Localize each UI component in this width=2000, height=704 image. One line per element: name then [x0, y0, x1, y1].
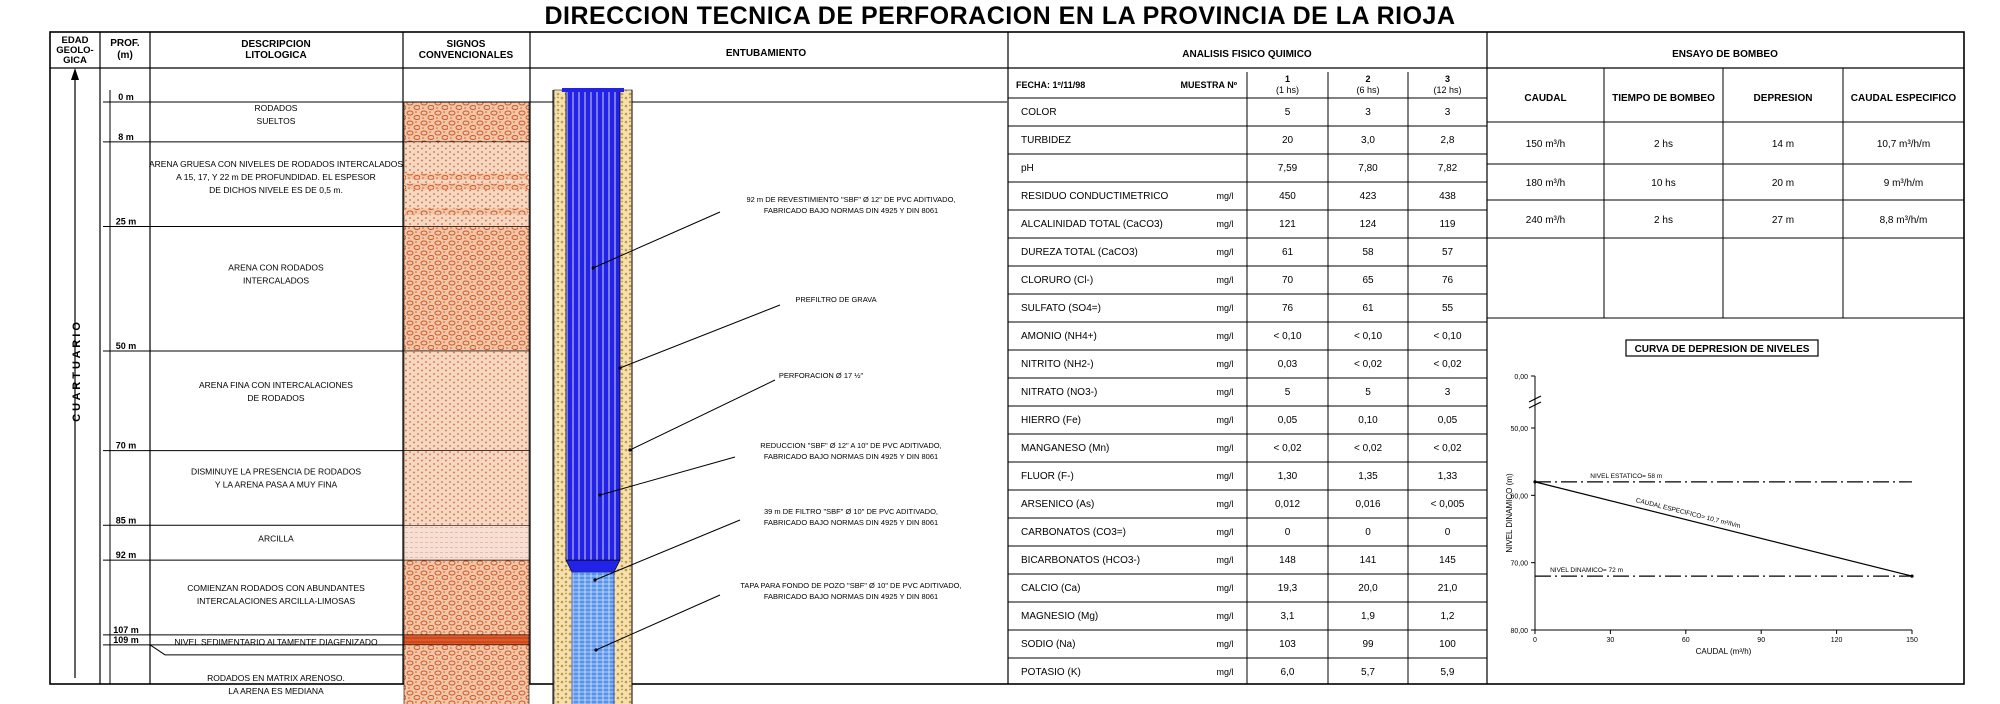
analysis-parameter: NITRITO (NH2-) — [1021, 359, 1094, 370]
analysis-value: 7,80 — [1358, 163, 1378, 174]
analysis-parameter: RESIDUO CONDUCTIMETRICO — [1021, 191, 1169, 202]
analysis-value: 20,0 — [1358, 583, 1378, 594]
casing-note: TAPA PARA FONDO DE POZO "SBF" Ø 10" DE PVC ADITIVADO, — [740, 581, 962, 590]
casing-note: FABRICADO BAJO NORMAS DIN 4925 Y DIN 8061 — [763, 592, 939, 601]
casing-top-icon — [562, 88, 624, 92]
lithology-description: RODADOS EN MATRIX ARENOSO. — [207, 672, 345, 683]
chart-series-label: NIVEL DINAMICO= 72 m — [1550, 567, 1623, 575]
analysis-value: 450 — [1279, 191, 1296, 202]
analysis-parameter: TURBIDEZ — [1021, 135, 1071, 146]
analysis-fecha: FECHA: 1º/11/98 — [1016, 80, 1086, 90]
lithology-description: Y LA ARENA PASA A MUY FINA — [214, 479, 338, 490]
analysis-muestra: MUESTRA Nº — [1180, 80, 1237, 90]
depth-label: 0 m — [118, 92, 134, 102]
pump-value: 10 hs — [1651, 178, 1676, 189]
lithology-symbol-layer — [404, 645, 529, 704]
lithology-symbol-layer — [404, 227, 529, 352]
lithology-description: DISMINUYE LA PRESENCIA DE RODADOS — [190, 466, 362, 477]
pump-value: 180 m³/h — [1525, 178, 1566, 189]
lithology-description: A 15, 17, Y 22 m DE PROFUNDIDAD. EL ESPESOR — [176, 171, 376, 182]
leader-dot-icon — [598, 493, 601, 496]
analysis-unit: mg/l — [1216, 247, 1234, 257]
depth-label: 107 m — [113, 624, 139, 635]
casing-note: PERFORACION Ø 17 ½" — [778, 371, 864, 380]
depth-label: 50 m — [115, 341, 137, 351]
pump-value: 2 hs — [1654, 139, 1673, 150]
header-edad: GEOLO- — [56, 45, 94, 56]
analysis-value: 103 — [1279, 639, 1296, 650]
pump-value: 8,8 m³/h/m — [1879, 215, 1928, 226]
analysis-value: 0,016 — [1355, 499, 1381, 510]
analysis-value: 0,012 — [1274, 499, 1301, 510]
analysis-value: 76 — [1281, 303, 1294, 314]
analysis-parameter: MANGANESO (Mn) — [1021, 443, 1110, 454]
analysis-unit: mg/l — [1216, 415, 1234, 425]
analysis-value: < 0,02 — [1433, 359, 1462, 370]
analysis-parameter: ALCALINIDAD TOTAL (CaCO3) — [1021, 219, 1163, 230]
gravel-intercalation — [404, 209, 529, 215]
analysis-parameter: FLUOR (F-) — [1021, 471, 1074, 482]
leader-dot-icon — [618, 366, 621, 369]
analysis-parameter: COLOR — [1021, 107, 1057, 118]
header-signos: CONVENCIONALES — [418, 50, 514, 61]
lithology-description: SUELTOS — [256, 116, 296, 126]
analysis-value: 0 — [1284, 527, 1291, 538]
analysis-value: 3 — [1444, 107, 1451, 118]
chart-series-label: CAUDAL ESPECIFICO= 10,7 m³/h/m — [1635, 497, 1742, 531]
page-title: DIRECCION TECNICA DE PERFORACION EN LA PROVINCIA DE LA RIOJA — [544, 2, 1456, 30]
analysis-unit: mg/l — [1216, 583, 1234, 593]
depth-label: 92 m — [115, 550, 137, 561]
chart-x-tick-label: 150 — [1906, 637, 1918, 644]
analysis-parameter: BICARBONATOS (HCO3-) — [1021, 555, 1141, 566]
analysis-parameter: SULFATO (SO4=) — [1021, 303, 1101, 314]
analysis-value: 1,33 — [1437, 471, 1458, 482]
analysis-value: 1,30 — [1277, 471, 1298, 482]
chart-y-tick-label: 0,00 — [1514, 374, 1528, 381]
casing-note: REDUCCION "SBF" Ø 12" A 10" DE PVC ADITIVADO, — [760, 441, 942, 450]
analysis-unit: mg/l — [1216, 219, 1234, 229]
depth-label: 8 m — [118, 131, 134, 142]
analysis-value: 19,3 — [1277, 583, 1298, 594]
analysis-value: 1,9 — [1361, 611, 1375, 622]
lithology-description: ARENA GRUESA CON NIVELES DE RODADOS INTERCALADOS — [148, 158, 404, 169]
analysis-value: < 0,02 — [1353, 443, 1383, 454]
depth-label: 85 m — [115, 515, 137, 526]
reduction-fitting — [566, 560, 620, 572]
pump-value: 10,7 m³/h/m — [1876, 139, 1931, 150]
pump-value: 240 m³/h — [1525, 215, 1566, 226]
analysis-value: 3 — [1444, 387, 1451, 398]
analysis-value: 100 — [1439, 639, 1456, 650]
analysis-value: 5,7 — [1361, 667, 1375, 678]
lithology-description: ARENA FINA CON INTERCALACIONES — [199, 380, 353, 390]
header-prof: (m) — [117, 50, 133, 61]
analysis-unit: mg/l — [1216, 359, 1234, 369]
analysis-parameter: pH — [1021, 163, 1034, 174]
analysis-value: < 0,10 — [1353, 331, 1383, 342]
analysis-value: 57 — [1441, 247, 1454, 258]
leader-line — [630, 380, 775, 450]
analysis-value: 1,35 — [1358, 471, 1378, 482]
sample-time: (1 hs) — [1275, 85, 1300, 95]
edad-period-label: C U A R T U A R I O — [71, 322, 83, 422]
analysis-parameter: HIERRO (Fe) — [1021, 415, 1081, 426]
analysis-unit: mg/l — [1216, 639, 1234, 649]
casing-pipe — [566, 90, 620, 560]
sample-number: 2 — [1365, 74, 1371, 84]
depth-label: 25 m — [115, 216, 137, 227]
analysis-parameter: CARBONATOS (CO3=) — [1021, 527, 1126, 538]
lithology-symbol-layer — [404, 635, 529, 645]
analysis-unit: mg/l — [1216, 303, 1234, 313]
analysis-parameter: ARSENICO (As) — [1021, 499, 1095, 510]
chart-y-label: NIVEL DINAMICO (m) — [1505, 473, 1514, 553]
lithology-symbol-layer — [404, 525, 529, 560]
pump-value: 9 m³/h/m — [1883, 178, 1924, 189]
analysis-value: 438 — [1439, 191, 1456, 202]
lithology-description: ARCILLA — [258, 533, 294, 544]
analysis-parameter: CLORURO (Cl-) — [1021, 275, 1094, 286]
pump-header: CAUDAL ESPECIFICO — [1850, 93, 1957, 104]
analysis-unit: mg/l — [1216, 275, 1234, 285]
analysis-value: 76 — [1441, 275, 1454, 286]
casing-note: 39 m DE FILTRO "SBF" Ø 10" DE PVC ADITIVADO, — [764, 507, 938, 516]
header-analisis: ANALISIS FISICO QUIMICO — [1182, 49, 1312, 60]
analysis-value: 0 — [1444, 527, 1451, 538]
analysis-parameter: AMONIO (NH4+) — [1021, 331, 1097, 342]
analysis-value: 141 — [1359, 555, 1377, 566]
casing-note: PREFILTRO DE GRAVA — [795, 295, 877, 304]
analysis-value: 119 — [1439, 219, 1456, 230]
analysis-parameter: MAGNESIO (Mg) — [1021, 611, 1099, 622]
analysis-value: 3 — [1365, 107, 1371, 118]
lithology-description: INTERCALACIONES ARCILLA-LIMOSAS — [196, 596, 356, 607]
analysis-value: 6,0 — [1280, 667, 1295, 678]
chart-x-tick-label: 120 — [1830, 637, 1843, 644]
sample-time: (6 hs) — [1356, 85, 1380, 95]
chart-x-tick-label: 90 — [1757, 637, 1766, 644]
analysis-value: 3,0 — [1361, 135, 1375, 146]
pump-value: 20 m — [1771, 178, 1795, 189]
pump-header: DEPRESION — [1753, 93, 1813, 104]
lithology-description: INTERCALADOS — [242, 275, 310, 286]
analysis-unit: mg/l — [1216, 331, 1234, 341]
casing-note: 92 m DE REVESTIMIENTO "SBF" Ø 12" DE PVC ADITIVADO, — [746, 195, 956, 204]
lithology-symbol-layer — [404, 351, 529, 451]
analysis-value: 5 — [1284, 387, 1291, 398]
header-ensayo: ENSAYO DE BOMBEO — [1672, 49, 1778, 60]
lithology-description: LA ARENA ES MEDIANA — [228, 685, 324, 696]
analysis-value: 148 — [1279, 555, 1296, 566]
analysis-value: 3,1 — [1280, 611, 1295, 622]
lithology-description: NIVEL SEDIMENTARIO ALTAMENTE DIAGENIZADO — [174, 636, 378, 647]
analysis-value: 124 — [1359, 219, 1377, 230]
analysis-value: 21,0 — [1437, 583, 1458, 594]
analysis-value: 1,2 — [1440, 611, 1455, 622]
chart-y-tick-label: 60,00 — [1510, 493, 1528, 501]
analysis-value: 7,59 — [1277, 163, 1298, 174]
header-entubamiento: ENTUBAMIENTO — [725, 48, 807, 59]
analysis-parameter: POTASIO (K) — [1021, 667, 1081, 678]
pump-header: CAUDAL — [1524, 93, 1567, 104]
analysis-value: 121 — [1279, 219, 1296, 230]
analysis-unit: mg/l — [1216, 555, 1234, 565]
header-edad: GICA — [63, 55, 87, 66]
lithology-description: DE DICHOS NIVELE ES DE 0,5 m. — [209, 184, 343, 195]
lithology-description: DE RODADOS — [247, 393, 305, 403]
analysis-value: 0,05 — [1277, 415, 1298, 426]
header-edad: EDAD — [61, 35, 89, 46]
analysis-value: 0,05 — [1437, 415, 1458, 426]
chart-x-label: CAUDAL (m³/h) — [1695, 647, 1752, 656]
depth-label: 70 m — [115, 440, 137, 451]
leader-dot-icon — [594, 648, 597, 651]
analysis-value: 61 — [1281, 247, 1294, 258]
leader-dot-icon — [593, 578, 596, 581]
analysis-value: 20 — [1281, 135, 1294, 146]
chart-x-tick-label: 60 — [1681, 637, 1690, 644]
analysis-value: < 0,005 — [1430, 499, 1465, 510]
lithology-symbol-layer — [404, 102, 529, 142]
chart-series-label: NIVEL ESTATICO= 58 m — [1590, 472, 1663, 480]
lithology-description: ARENA CON RODADOS — [228, 262, 324, 273]
chart-x-tick-label: 30 — [1606, 637, 1615, 644]
analysis-value: 7,82 — [1437, 163, 1458, 174]
analysis-parameter: CALCIO (Ca) — [1021, 583, 1081, 594]
header-prof: PROF. — [110, 38, 140, 49]
analysis-value: 61 — [1362, 303, 1374, 314]
depth-label: 109 m — [113, 634, 139, 645]
analysis-value: 0,10 — [1358, 415, 1378, 426]
chart-y-tick-label: 50,00 — [1510, 426, 1528, 433]
analysis-value: < 0,02 — [1273, 443, 1302, 454]
analysis-value: 145 — [1439, 555, 1456, 566]
pump-header: TIEMPO DE BOMBEO — [1612, 93, 1715, 104]
casing-note: FABRICADO BAJO NORMAS DIN 4925 Y DIN 8061 — [763, 518, 939, 527]
lithology-description: RODADOS — [254, 103, 298, 113]
filter-screen — [572, 572, 614, 704]
analysis-value: 65 — [1362, 275, 1374, 286]
analysis-unit: mg/l — [1216, 387, 1234, 397]
analysis-value: 58 — [1362, 247, 1374, 258]
header-descripcion: LITOLOGICA — [245, 50, 307, 61]
gravel-intercalation — [404, 184, 529, 190]
analysis-parameter: SODIO (Na) — [1021, 639, 1076, 650]
gravel-intercalation — [404, 174, 529, 180]
leader-dot-icon — [628, 448, 631, 451]
analysis-unit: mg/l — [1216, 443, 1234, 453]
sample-time: (12 hs) — [1433, 85, 1462, 95]
analysis-value: < 0,02 — [1433, 443, 1462, 454]
analysis-value: 0,03 — [1277, 359, 1298, 370]
analysis-value: 423 — [1359, 191, 1377, 202]
leader-dot-icon — [591, 266, 594, 269]
analysis-value: < 0,10 — [1433, 331, 1462, 342]
chart-point — [1533, 480, 1536, 483]
analysis-unit: mg/l — [1216, 611, 1234, 621]
sample-number: 3 — [1444, 74, 1451, 84]
casing-note: FABRICADO BAJO NORMAS DIN 4925 Y DIN 8061 — [763, 452, 939, 461]
pump-value: 14 m — [1771, 139, 1795, 150]
analysis-unit: mg/l — [1216, 499, 1234, 509]
chart-x-tick-label: 0 — [1533, 637, 1537, 644]
analysis-unit: mg/l — [1216, 527, 1234, 537]
analysis-unit: mg/l — [1216, 191, 1234, 201]
analysis-value: 55 — [1441, 303, 1454, 314]
chart-title: CURVA DE DEPRESION DE NIVELES — [1634, 344, 1810, 355]
analysis-value: 5,9 — [1440, 667, 1455, 678]
series-specific-flow — [1535, 482, 1912, 576]
analysis-unit: mg/l — [1216, 471, 1234, 481]
sample-number: 1 — [1284, 74, 1291, 84]
casing-note: FABRICADO BAJO NORMAS DIN 4925 Y DIN 8061 — [763, 206, 939, 215]
analysis-value: < 0,02 — [1353, 359, 1383, 370]
chart-y-tick-label: 80,00 — [1510, 628, 1528, 635]
analysis-parameter: NITRATO (NO3-) — [1021, 387, 1098, 398]
chart-y-tick-label: 70,00 — [1510, 560, 1528, 568]
analysis-value: < 0,10 — [1273, 331, 1302, 342]
chart-point — [1910, 575, 1913, 578]
analysis-value: 5 — [1284, 107, 1291, 118]
lithology-description: COMIENZAN RODADOS CON ABUNDANTES — [187, 583, 365, 594]
edad-arrow-icon — [71, 68, 79, 80]
pump-value: 150 m³/h — [1525, 139, 1566, 150]
header-signos: SIGNOS — [446, 39, 486, 50]
analysis-value: 2,8 — [1440, 135, 1455, 146]
analysis-value: 99 — [1362, 639, 1374, 650]
analysis-unit: mg/l — [1216, 667, 1234, 677]
analysis-value: 0 — [1365, 527, 1371, 538]
header-descripcion: DESCRIPCION — [241, 39, 311, 50]
leader-line — [620, 305, 780, 368]
lithology-symbol-layer — [404, 451, 529, 526]
analysis-value: 70 — [1281, 275, 1294, 286]
analysis-value: 5 — [1365, 387, 1371, 398]
pump-value: 27 m — [1771, 215, 1795, 226]
pump-value: 2 hs — [1654, 215, 1673, 226]
lithology-symbol-layer — [404, 560, 529, 635]
analysis-parameter: DUREZA TOTAL (CaCO3) — [1021, 247, 1138, 258]
